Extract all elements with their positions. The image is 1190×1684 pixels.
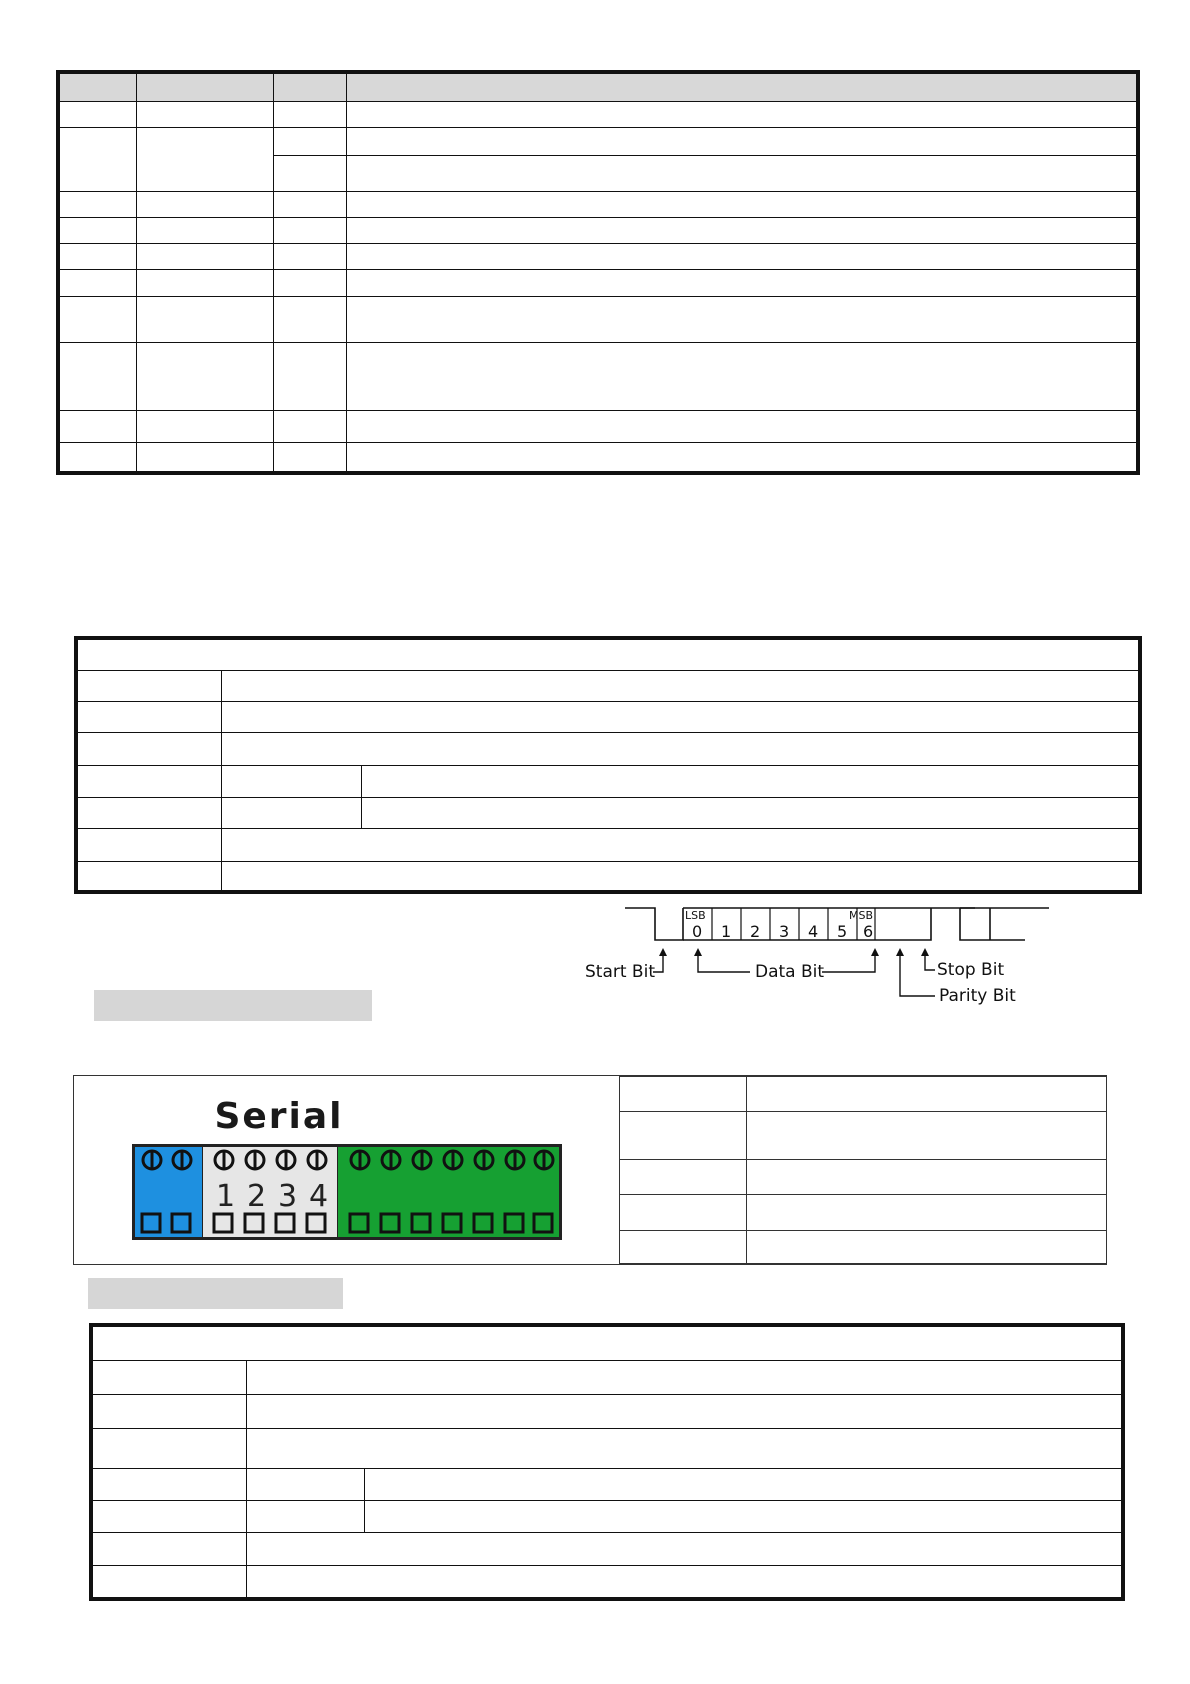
table-row (58, 101, 1138, 127)
data-bit-number: 6 (863, 922, 874, 941)
serial-pin-table (619, 1076, 1107, 1264)
right-terminal-block (338, 1147, 559, 1237)
table-row (76, 765, 1140, 797)
idle-waveform (960, 908, 1025, 940)
data-bit-number: 2 (750, 922, 761, 941)
section-label-box (88, 1278, 343, 1309)
table-header-row (58, 72, 1138, 101)
table-row (91, 1500, 1123, 1532)
table-row (58, 217, 1138, 243)
table-header-cell (273, 72, 346, 101)
table-row (58, 442, 1138, 473)
data-bit-left-arrow (694, 948, 702, 956)
table-row (58, 269, 1138, 296)
table-header-cell (346, 72, 1138, 101)
start-bit-waveform (625, 908, 683, 940)
table-row (91, 1360, 1123, 1394)
data-bit-label: Data Bit (755, 962, 825, 982)
table-row (58, 342, 1138, 410)
start-bit-label: Start Bit (585, 962, 655, 982)
table-row (620, 1231, 1107, 1264)
stop-bit-waveform (903, 908, 931, 940)
parity-bit-arrow (896, 948, 904, 956)
serial-title: Serial (214, 1096, 344, 1137)
stop-bit-arrow (921, 948, 929, 956)
data-bit-right-arrow (871, 948, 879, 956)
table-row (91, 1394, 1123, 1428)
table-row (91, 1428, 1123, 1468)
data-bit-number: 0 (692, 922, 703, 941)
comm-settings-table (74, 636, 1142, 894)
table-row (76, 861, 1140, 892)
pin-number: 1 (216, 1179, 236, 1214)
data-bit-number: 3 (779, 922, 790, 941)
table-row (620, 1195, 1107, 1231)
pin-number: 3 (278, 1179, 298, 1214)
table-row (76, 701, 1140, 732)
msb-label: MSB (849, 909, 874, 922)
serial-frame-timing-diagram (585, 900, 1065, 1010)
table-row (58, 296, 1138, 342)
table-row (76, 828, 1140, 861)
parameter-table (56, 70, 1140, 475)
table-header-cell (136, 72, 273, 101)
section-label-box (94, 990, 372, 1021)
table-row (58, 191, 1138, 217)
table-row (76, 732, 1140, 765)
table-row (76, 670, 1140, 701)
start-bit-arrow (659, 948, 667, 956)
parity-bit-label: Parity Bit (939, 986, 1016, 1006)
table-row (91, 1532, 1123, 1565)
table-title-row (76, 638, 1140, 670)
table-row (58, 410, 1138, 442)
table-row (620, 1112, 1107, 1160)
table-header-cell (58, 72, 136, 101)
table-title-row (91, 1325, 1123, 1360)
table-row (91, 1468, 1123, 1500)
data-bit-number: 4 (808, 922, 819, 941)
lsb-label: LSB (685, 909, 706, 922)
table-row (620, 1160, 1107, 1195)
stop-bit-label: Stop Bit (937, 960, 1005, 980)
serial-connector-image (74, 1076, 620, 1264)
data-bit-number: 1 (721, 922, 732, 941)
table-row (91, 1565, 1123, 1599)
pin-number: 2 (247, 1179, 267, 1214)
table-row (76, 797, 1140, 828)
serial-connector-panel (73, 1075, 1107, 1265)
data-bit-number: 5 (837, 922, 848, 941)
table-row (58, 243, 1138, 269)
comm-settings-table-2 (89, 1323, 1125, 1601)
pin-number: 4 (309, 1179, 329, 1214)
terminal-block-icon (132, 1144, 562, 1240)
table-row (620, 1077, 1107, 1112)
table-row (58, 127, 1138, 155)
